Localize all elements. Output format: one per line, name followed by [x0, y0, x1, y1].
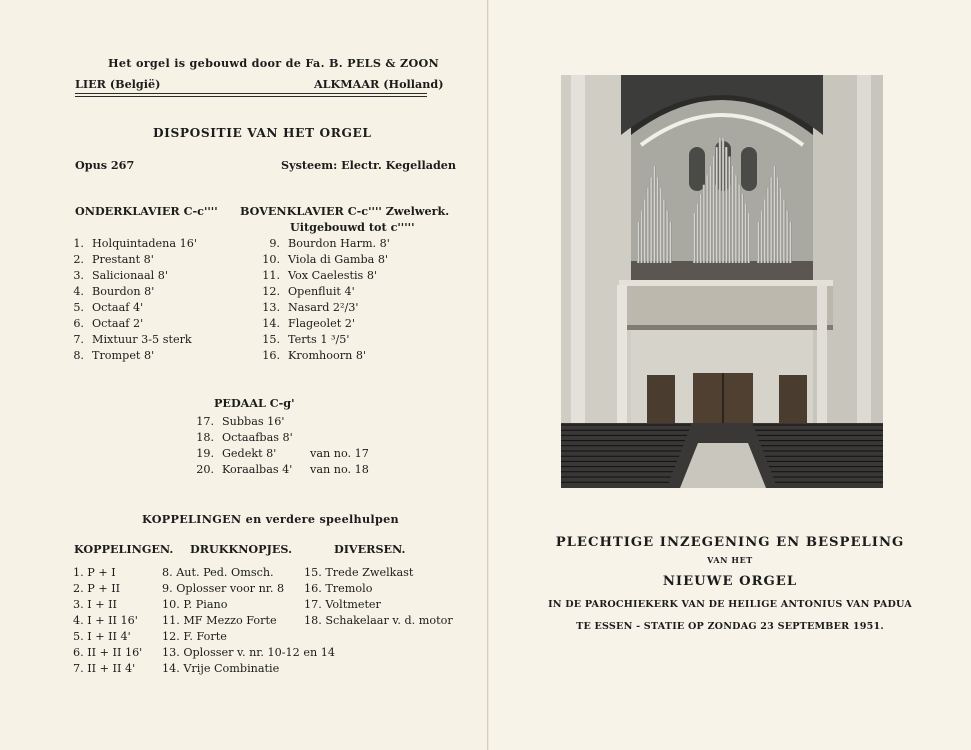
right-page: [489, 0, 971, 750]
stop-item: [262, 332, 390, 348]
stop-number: 12.: [262, 285, 280, 298]
manual2-stop-list: [262, 236, 390, 364]
caption-van-het: VAN HET: [707, 555, 753, 565]
speelhulp-item: 5. I + II 4': [73, 630, 131, 643]
stop-name: Vox Caelestis 8': [288, 269, 378, 282]
stop-item: [262, 284, 390, 300]
organ-pipe: [731, 166, 734, 263]
stop-name: Bourdon Harm. 8': [288, 237, 390, 250]
stop-name: Bourdon 8': [92, 285, 155, 298]
stop-name: Octaaf 4': [92, 301, 144, 314]
speelhulp-item: 7. II + II 4': [73, 662, 136, 675]
opus-label: Opus 267: [75, 158, 135, 172]
organ-pipe: [738, 185, 741, 263]
speelhulp-item: 1. P + I: [73, 566, 116, 579]
stop-name: Prestant 8': [92, 253, 154, 266]
speelhulp-item: 11. MF Mezzo Forte: [162, 614, 277, 627]
stop-number: 16.: [262, 349, 280, 362]
pedal-heading: PEDAAL C-g': [214, 396, 295, 410]
organ-pipe: [744, 204, 747, 263]
speelhulp-item: 13. Oplosser v. nr. 10-12 en 14: [162, 646, 335, 659]
speelhulp-item: 10. P. Piano: [162, 598, 228, 611]
organ-pipe: [693, 213, 696, 263]
stop-item: [72, 348, 197, 364]
organ-pipe: [666, 211, 669, 263]
church-organ-interior-icon: [561, 75, 883, 488]
organ-pipe: [669, 222, 672, 263]
col-drukknopjes-heading: DRUKKNOPJES.: [190, 542, 292, 556]
organ-pipe: [659, 188, 662, 263]
speelhulp-item: 17. Voltmeter: [304, 598, 381, 611]
col-koppelingen-heading: KOPPELINGEN.: [74, 542, 174, 556]
stop-name: Trompet 8': [92, 349, 155, 362]
builder-line: Het orgel is gebouwd door de Fa. B. PELS & ZOON: [108, 56, 440, 70]
stop-name: Holquintadena 16': [92, 237, 197, 250]
stop-number: 10.: [262, 253, 280, 266]
organ-pipe: [647, 188, 650, 263]
stop-item: [72, 268, 197, 284]
organ-pipe: [735, 175, 738, 263]
stop-item: [196, 414, 293, 430]
stop-number: 6.: [73, 317, 84, 330]
stop-number: 2.: [73, 253, 84, 266]
speelhulp-item: 8. Aut. Ped. Omsch.: [162, 566, 274, 579]
stop-note: van no. 18: [310, 463, 369, 476]
disposition-title: DISPOSITIE VAN HET ORGEL: [153, 126, 372, 140]
stop-name: Nasard 2²/3': [288, 301, 359, 314]
stop-name: Gedekt 8': [222, 447, 277, 460]
organ-pipe: [767, 188, 770, 263]
organ-pipe: [699, 194, 702, 263]
manual2-heading-2: Uitgebouwd tot c''''': [290, 220, 415, 234]
stop-name: Subbas 16': [222, 415, 285, 428]
speelhulp-item: 9. Oplosser voor nr. 8: [162, 582, 285, 595]
caption-organ-name: NIEUWE ORGEL: [662, 574, 798, 589]
stop-number: 18.: [196, 431, 214, 444]
organ-pipe: [653, 166, 656, 263]
speelhulp-item: 3. I + II: [73, 598, 117, 611]
organ-pipe: [757, 222, 760, 263]
stop-item: [72, 236, 197, 252]
stop-number: 20.: [196, 463, 214, 476]
place-left: LIER (België): [75, 77, 161, 91]
col-diversen-heading: DIVERSEN.: [334, 542, 406, 556]
stop-item: [262, 252, 390, 268]
speelhulp-item: 14. Vrije Combinatie: [162, 662, 280, 675]
caption-date: TE ESSEN - STATIE OP ZONDAG 23 SEPTEMBER 1951.: [576, 621, 884, 632]
stop-name: Openfluit 4': [288, 285, 355, 298]
stop-name: Salicionaal 8': [92, 269, 168, 282]
stop-item: [196, 430, 293, 446]
caption-title: PLECHTIGE INZEGENING EN BESPELING: [555, 535, 905, 550]
organ-pipe: [786, 211, 789, 263]
organ-pipe: [650, 177, 653, 263]
organ-pipe: [719, 138, 722, 263]
organ-pipe: [656, 177, 659, 263]
organ-pipe: [709, 166, 712, 263]
header-rule-2: [75, 96, 427, 97]
stop-number: 19.: [196, 447, 214, 460]
organ-pipe: [783, 200, 786, 263]
organ-pipe: [663, 200, 666, 263]
stop-item: [262, 300, 390, 316]
organ-pipe: [640, 211, 643, 263]
organ-pipe: [789, 222, 792, 263]
stop-name: Mixtuur 3-5 sterk: [92, 333, 192, 346]
organ-pipe: [637, 222, 640, 263]
organ-pipe: [770, 177, 773, 263]
stop-number: 7.: [73, 333, 84, 346]
speelhulp-item: 18. Schakelaar v. d. motor: [304, 614, 453, 627]
organ-pipe: [747, 213, 750, 263]
stop-item: [262, 348, 390, 364]
organ-pipe: [722, 138, 725, 263]
organ-pipe: [696, 204, 699, 263]
speelhulp-item: 6. II + II 16': [73, 646, 143, 659]
organ-pipe: [703, 185, 706, 263]
stop-name: Octaaf 2': [92, 317, 144, 330]
stop-number: 11.: [262, 269, 280, 282]
stop-name: Kromhoorn 8': [288, 349, 367, 362]
organ-pipe: [728, 157, 731, 263]
organ-pipe: [779, 188, 782, 263]
stop-name: Terts 1 ³/5': [288, 333, 350, 346]
speelhulp-item: 16. Tremolo: [304, 582, 373, 595]
stop-number: 3.: [73, 269, 84, 282]
stop-number: 17.: [196, 415, 214, 428]
stop-name: Koraalbas 4': [222, 463, 293, 476]
organ-pipe: [773, 166, 776, 263]
speelhulp-item: 4. I + II 16': [73, 614, 138, 627]
stop-item: [262, 236, 390, 252]
organ-pipe: [760, 211, 763, 263]
stop-name: Octaafbas 8': [222, 431, 293, 444]
stop-number: 15.: [262, 333, 280, 346]
manual2-heading: BOVENKLAVIER C-c'''' Zwelwerk.: [240, 204, 450, 218]
stop-number: 14.: [262, 317, 280, 330]
manual1-stop-list: [72, 236, 197, 364]
organ-pipe: [712, 157, 715, 263]
organ-pipe: [715, 147, 718, 263]
diversen-list: [304, 565, 453, 629]
manual1-heading: ONDERKLAVIER C-c'''': [75, 204, 218, 218]
stop-item: [72, 300, 197, 316]
stop-item: [196, 446, 369, 462]
organ-pipe: [763, 200, 766, 263]
couplings-title: KOPPELINGEN en verdere speelhulpen: [142, 512, 399, 526]
stop-item: [72, 316, 197, 332]
organ-pipe: [776, 177, 779, 263]
stop-number: 13.: [262, 301, 280, 314]
church-organ-photo: [561, 75, 883, 488]
stop-note: van no. 17: [310, 447, 369, 460]
stop-number: 9.: [269, 237, 280, 250]
speelhulp-item: 15. Trede Zwelkast: [304, 566, 414, 579]
stop-item: [262, 268, 390, 284]
stop-item: [72, 332, 197, 348]
speelhulp-item: 2. P + II: [73, 582, 121, 595]
organ-pipe: [643, 200, 646, 263]
header-rule-1: [75, 93, 427, 94]
stop-number: 1.: [73, 237, 84, 250]
stop-number: 8.: [73, 349, 84, 362]
organ-pipe: [725, 147, 728, 263]
place-right: ALKMAAR (Holland): [314, 77, 444, 91]
organ-pipe: [741, 194, 744, 263]
stop-name: Flageolet 2': [288, 317, 355, 330]
pedal-stop-list: [196, 414, 369, 478]
system-label: Systeem: Electr. Kegelladen: [281, 158, 457, 172]
organ-pipe: [706, 175, 709, 263]
stop-item: [262, 316, 390, 332]
stop-name: Viola di Gamba 8': [288, 253, 389, 266]
stop-number: 4.: [73, 285, 84, 298]
koppelingen-list: [73, 565, 142, 677]
speelhulp-item: 12. F. Forte: [162, 630, 227, 643]
stop-item: [72, 252, 197, 268]
stop-item: [72, 284, 197, 300]
caption-church: IN DE PAROCHIEKERK VAN DE HEILIGE ANTONIUS VAN PADUA: [548, 599, 912, 610]
stop-number: 5.: [73, 301, 84, 314]
stop-item: [196, 462, 369, 478]
